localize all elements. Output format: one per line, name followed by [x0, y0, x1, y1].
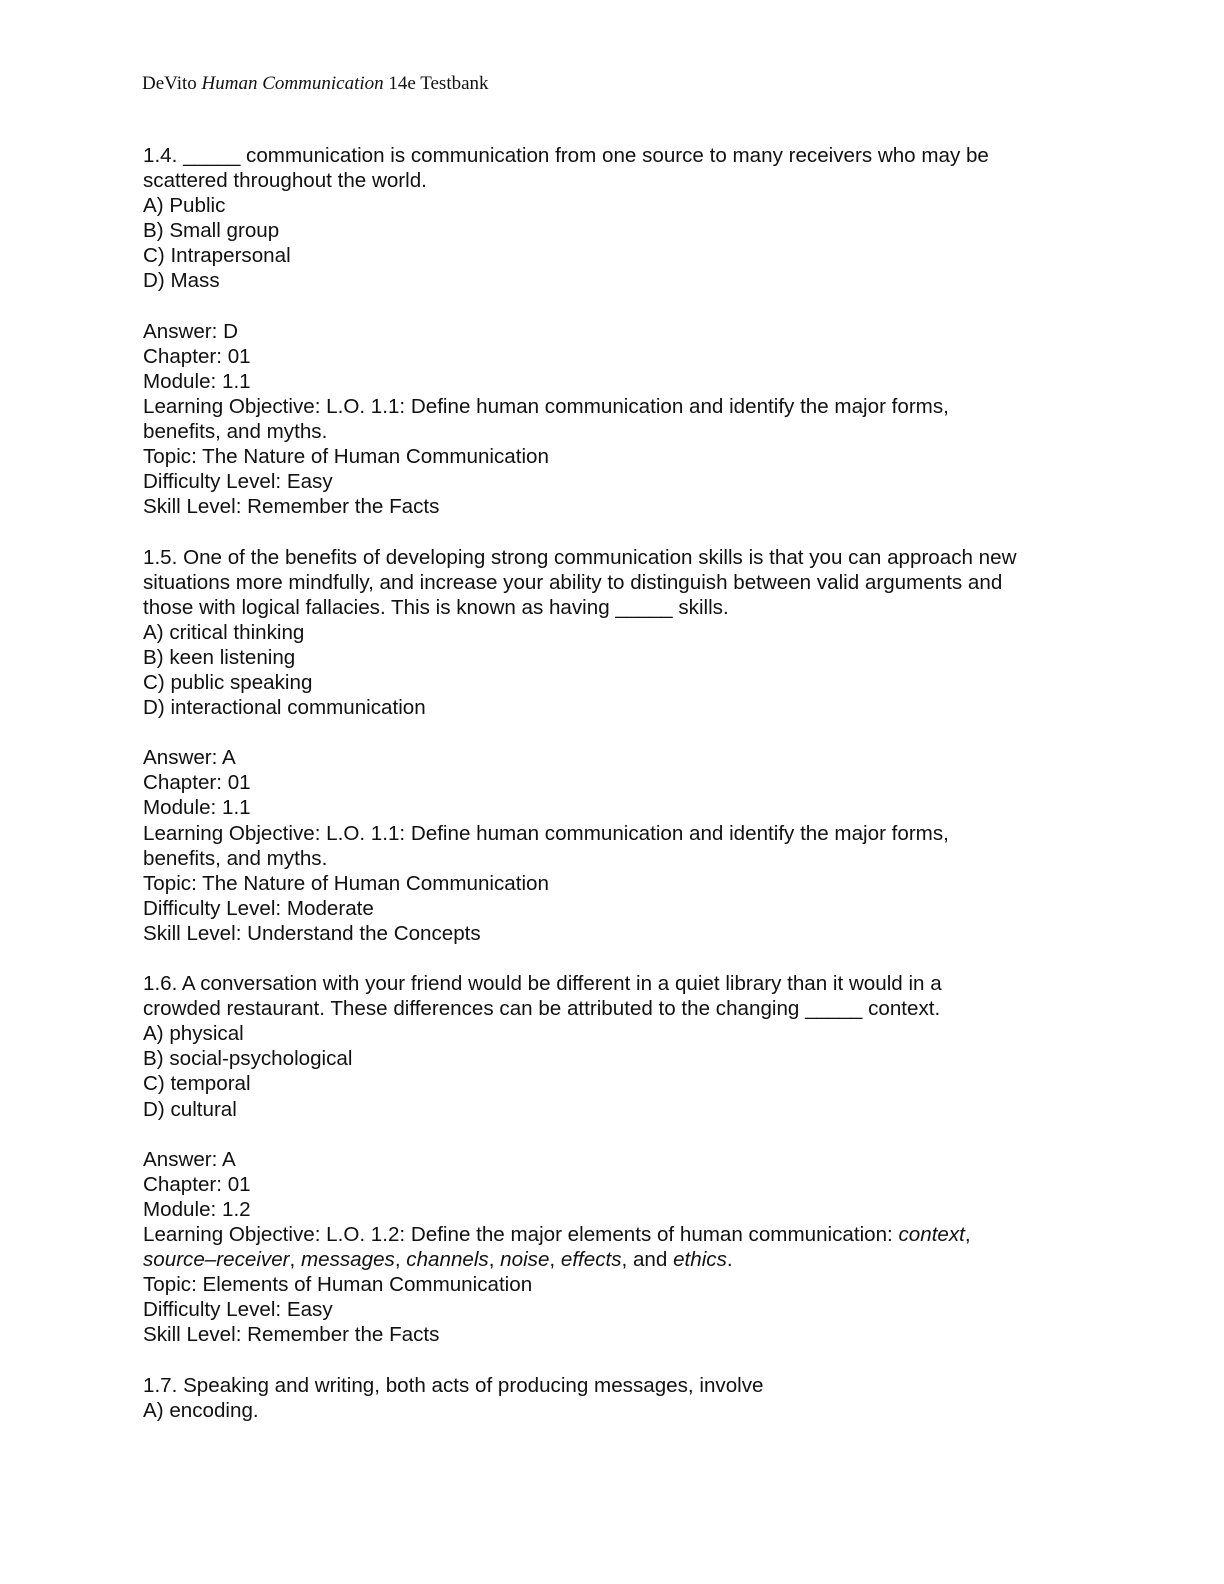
answer-key: Answer: A [143, 746, 236, 770]
answer-option: A) critical thinking [143, 620, 305, 644]
question-stem: 1.5. One of the benefits of developing strong communication skills is that you can approach new [143, 545, 1017, 569]
learning-objective-text: Learning Objective: L.O. 1.2: Define the major elements of human communication: [143, 1223, 899, 1247]
learning-objective: benefits, and myths. [143, 420, 328, 444]
header-author: DeVito [142, 73, 197, 94]
spacer [143, 294, 1093, 319]
question-list [143, 143, 1093, 1423]
conjunction: , and [621, 1248, 674, 1272]
topic-label: Topic: The Nature of Human Communication [143, 445, 549, 469]
module-label: Module: 1.2 [143, 1197, 251, 1221]
running-header [142, 72, 489, 96]
question-stem: 1.6. A conversation with your friend would be different in a quiet library than it would in a [143, 972, 942, 996]
term-noise: noise [500, 1248, 550, 1272]
topic-label: Topic: The Nature of Human Communication [143, 871, 549, 895]
chapter-label: Chapter: 01 [143, 1172, 251, 1196]
learning-objective: Learning Objective: L.O. 1.1: Define human communication and identify the major forms, [143, 821, 949, 845]
answer-option: B) Small group [143, 219, 280, 243]
module-label: Module: 1.1 [143, 796, 251, 820]
learning-objective [143, 1222, 1093, 1247]
punctuation: , [549, 1248, 561, 1272]
answer-option: A) Public [143, 194, 226, 218]
term-channels: channels [406, 1248, 489, 1272]
answer-option: D) cultural [143, 1097, 237, 1121]
module-label: Module: 1.1 [143, 369, 251, 393]
term-context: context [898, 1223, 965, 1247]
difficulty-label: Difficulty Level: Moderate [143, 896, 374, 920]
answer-option: D) interactional communication [143, 696, 426, 720]
answer-option: A) encoding. [143, 1398, 259, 1422]
term-source-receiver: source–receiver [143, 1248, 290, 1272]
question-1-5 [143, 545, 1093, 947]
spacer [143, 519, 1093, 544]
answer-option: B) social-psychological [143, 1047, 353, 1071]
spacer [143, 720, 1093, 745]
skill-label: Skill Level: Remember the Facts [143, 1323, 440, 1347]
answer-option: C) temporal [143, 1072, 251, 1096]
skill-label: Skill Level: Remember the Facts [143, 495, 440, 519]
punctuation: , [289, 1248, 301, 1272]
skill-label: Skill Level: Understand the Concepts [143, 921, 481, 945]
spacer [143, 1122, 1093, 1147]
answer-key: Answer: A [143, 1147, 236, 1171]
punctuation: . [726, 1248, 733, 1272]
answer-key: Answer: D [143, 319, 238, 343]
learning-objective: benefits, and myths. [143, 846, 328, 870]
answer-option: D) Mass [143, 269, 220, 293]
punctuation: , [394, 1248, 407, 1272]
question-stem: situations more mindfully, and increase your ability to distinguish between valid arguments and [143, 570, 1003, 594]
learning-objective: Learning Objective: L.O. 1.1: Define human communication and identify the major forms, [143, 394, 949, 418]
term-messages: messages [300, 1248, 395, 1272]
answer-option: C) Intrapersonal [143, 244, 291, 268]
header-book-title: Human Communication [201, 73, 384, 94]
question-stem: scattered throughout the world. [143, 169, 427, 193]
difficulty-label: Difficulty Level: Easy [143, 1298, 333, 1322]
answer-option: B) keen listening [143, 645, 296, 669]
term-effects: effects [560, 1248, 622, 1272]
answer-option: C) public speaking [143, 670, 313, 694]
answer-option: A) physical [143, 1022, 244, 1046]
question-stem: 1.4. _____ communication is communication from one source to many receivers who may be [143, 144, 989, 167]
chapter-label: Chapter: 01 [143, 344, 251, 368]
header-edition: 14e Testbank [388, 73, 489, 94]
punctuation: , [964, 1223, 971, 1247]
punctuation: , [488, 1248, 501, 1272]
question-1-7 [143, 1373, 1093, 1423]
question-1-6 [143, 971, 1093, 1347]
difficulty-label: Difficulty Level: Easy [143, 470, 333, 494]
topic-label: Topic: Elements of Human Communication [143, 1273, 533, 1297]
spacer [143, 1348, 1093, 1373]
question-stem: 1.7. Speaking and writing, both acts of producing messages, involve [143, 1373, 764, 1397]
question-stem: those with logical fallacies. This is known as having _____ skills. [143, 595, 729, 619]
chapter-label: Chapter: 01 [143, 771, 251, 795]
learning-objective [143, 1247, 1093, 1272]
question-stem: crowded restaurant. These differences can be attributed to the changing _____ context. [143, 997, 941, 1021]
question-1-4 [143, 143, 1093, 519]
term-ethics: ethics [673, 1248, 727, 1272]
spacer [143, 946, 1093, 971]
